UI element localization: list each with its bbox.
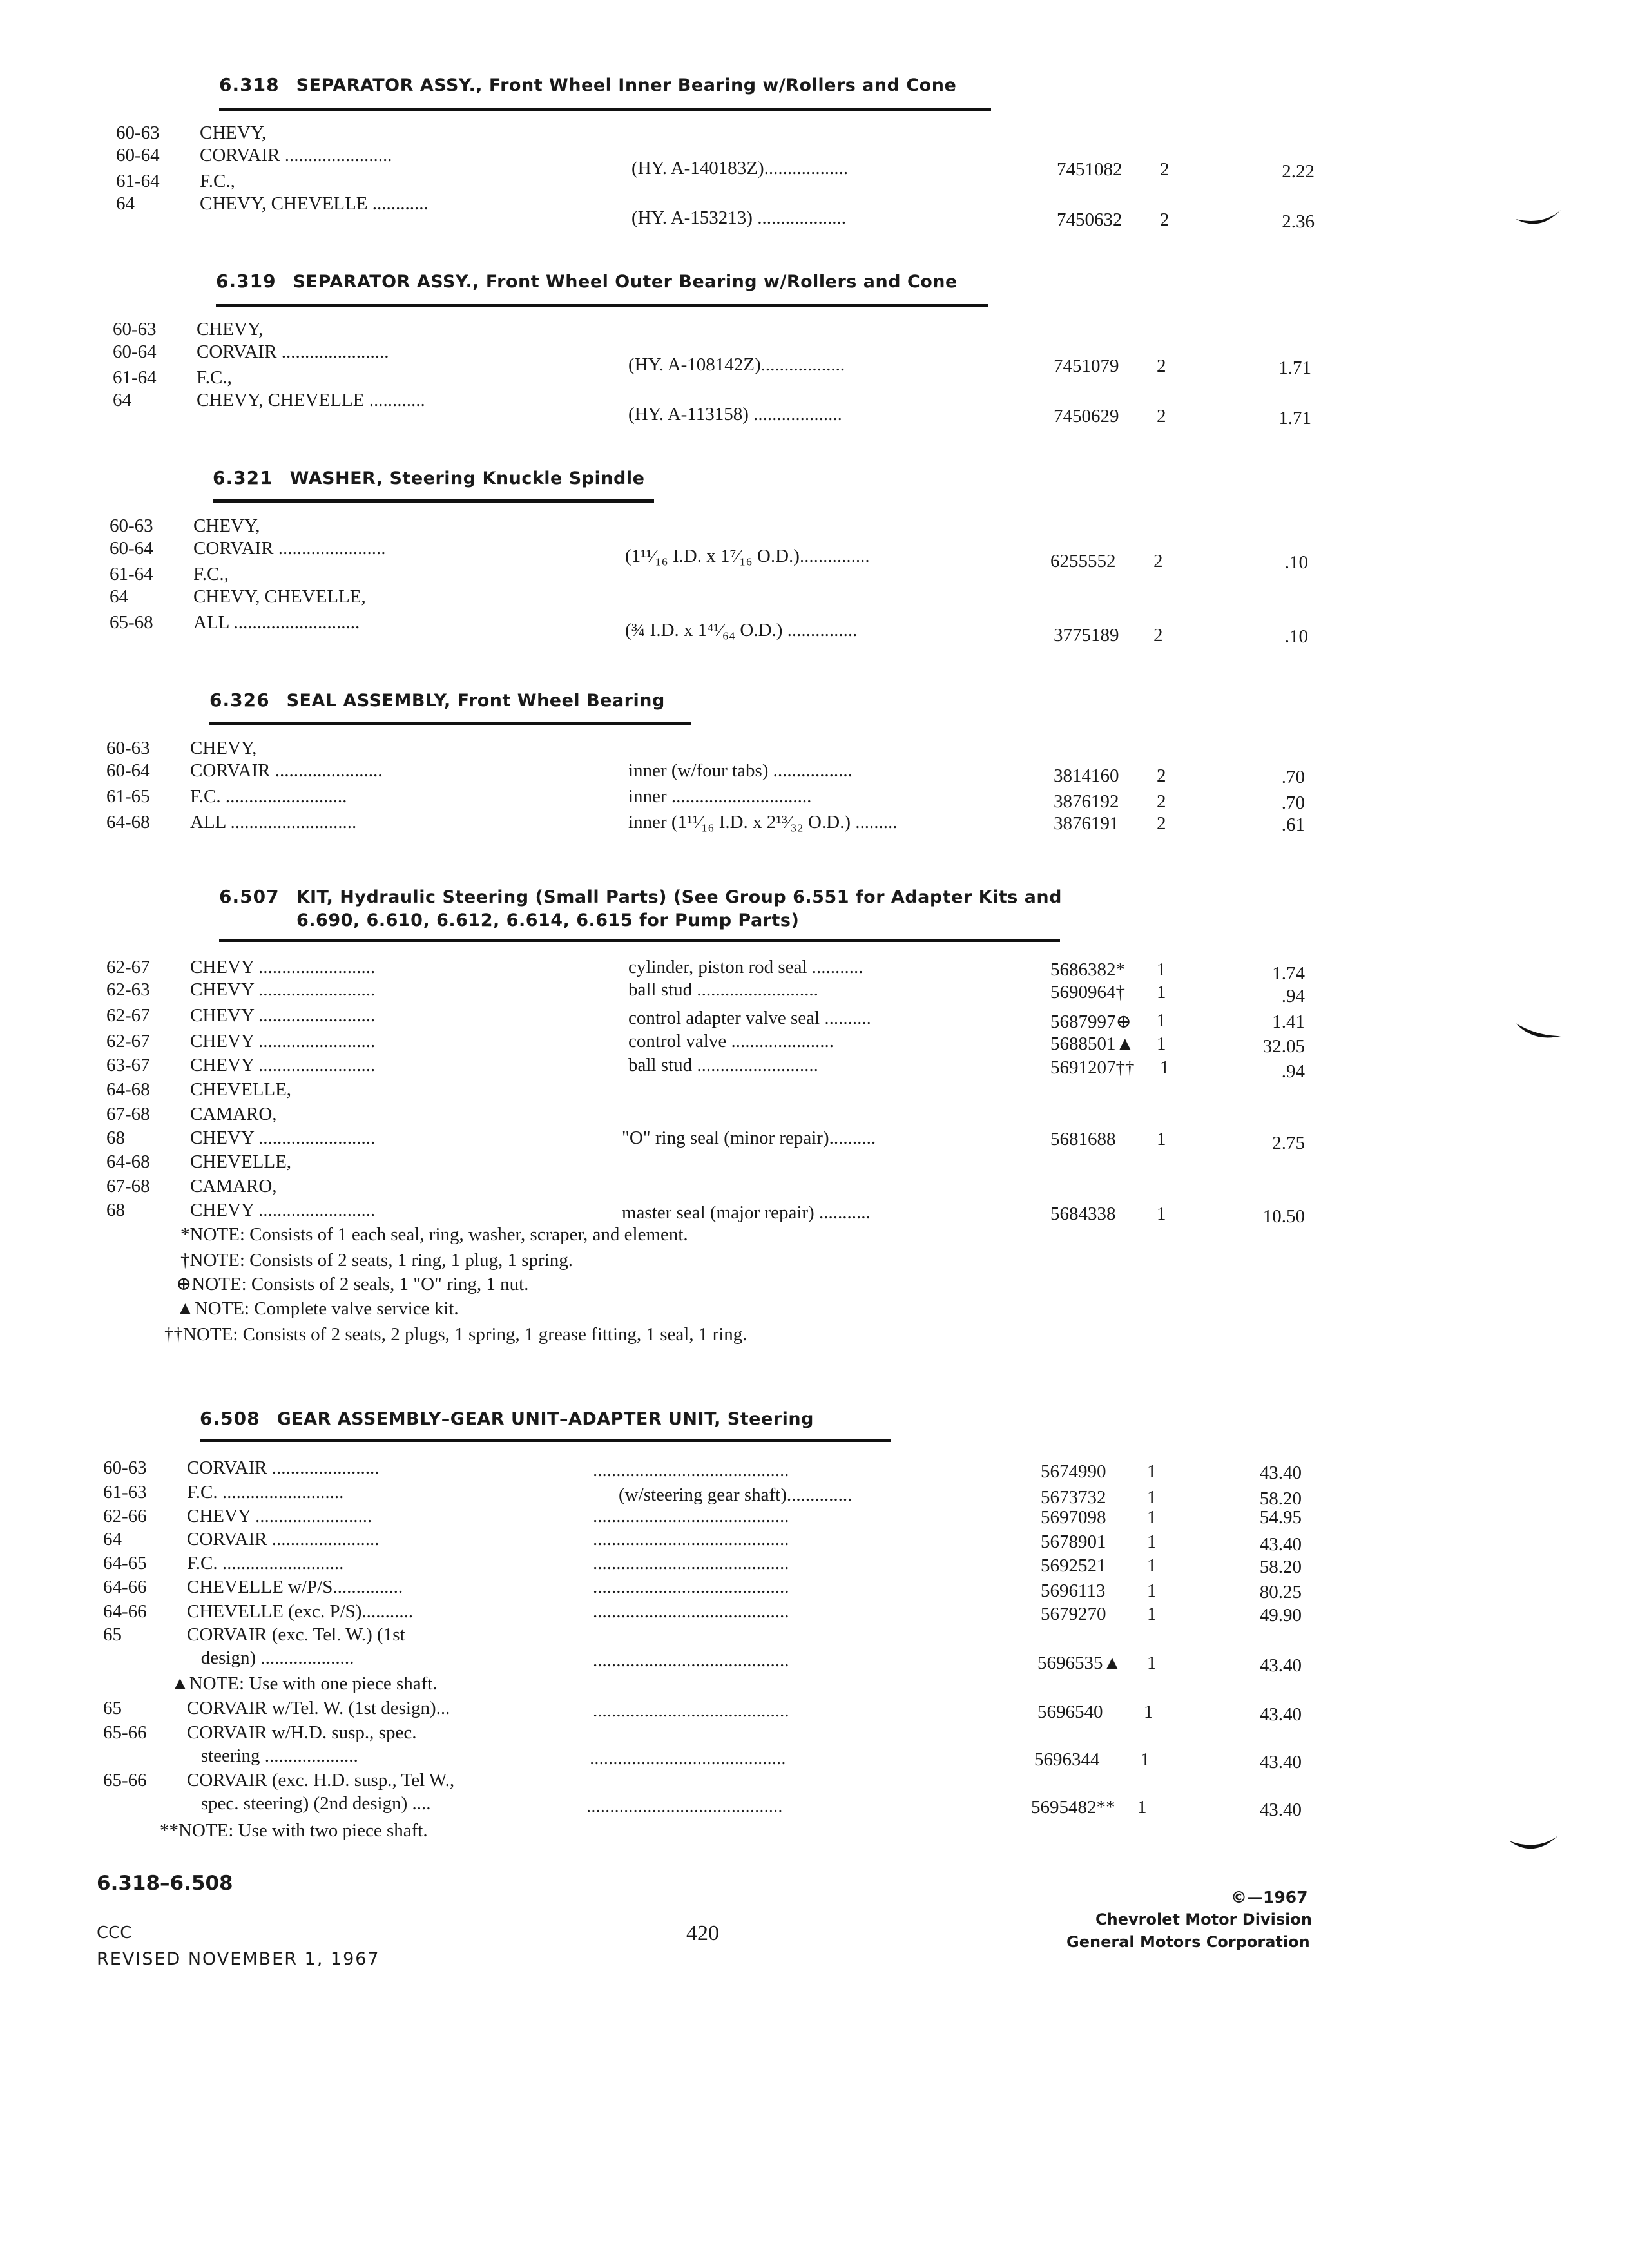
year-cell: 64 — [113, 390, 131, 410]
model-cell: CHEVY, CHEVELLE ............ — [200, 193, 429, 214]
qty-cell: 1 — [1147, 1604, 1157, 1624]
footnote: ▲NOTE: Use with one piece shaft. — [171, 1673, 438, 1694]
model-cell: CHEVY, — [190, 738, 257, 758]
model-cell: CORVAIR ....................... — [200, 145, 392, 166]
qty-cell: 2 — [1157, 813, 1166, 834]
price-cell: 1.71 — [1278, 408, 1311, 428]
part-number: 5696113 — [1041, 1581, 1106, 1601]
year-cell: 64 — [110, 586, 128, 607]
desc-cell: cylinder, piston rod seal ........... — [628, 957, 863, 977]
year-cell: 60-64 — [116, 145, 160, 166]
price-cell: 43.40 — [1259, 1655, 1302, 1676]
desc-cell: (w/steering gear shaft).............. — [619, 1485, 853, 1505]
page-range: 6.318–6.508 — [97, 1872, 233, 1895]
section-6508 — [103, 1408, 1327, 1859]
qty-cell: 1 — [1137, 1797, 1147, 1818]
price-cell: 1.41 — [1272, 1012, 1305, 1032]
section-number: 6.326 — [209, 689, 270, 711]
qty-cell: 1 — [1147, 1532, 1157, 1552]
model-cell: CHEVY ......................... — [187, 1506, 372, 1526]
qty-cell: 1 — [1141, 1749, 1150, 1770]
year-cell: 65-66 — [103, 1770, 147, 1791]
year-cell: 65 — [103, 1698, 122, 1718]
year-cell: 62-67 — [106, 1031, 150, 1052]
price-cell: .94 — [1281, 986, 1305, 1006]
part-number: 5691207†† — [1050, 1057, 1135, 1078]
year-cell: 61-64 — [110, 564, 153, 584]
price-cell: 1.74 — [1272, 963, 1305, 984]
footnote: ††NOTE: Consists of 2 seats, 2 plugs, 1 spring, 1 grease fitting, 1 seal, 1 ring. — [164, 1324, 747, 1345]
page-number: 420 — [686, 1921, 719, 1945]
model-cell: ALL ........................... — [190, 812, 357, 832]
qty-cell: 1 — [1157, 982, 1166, 1003]
desc-cell: (1¹¹⁄₁₆ I.D. x 1⁷⁄₁₆ O.D.)............... — [625, 546, 870, 566]
price-cell: 54.95 — [1259, 1507, 1302, 1528]
part-number: 5674990 — [1041, 1461, 1106, 1482]
year-cell: 62-63 — [106, 979, 150, 1000]
part-number: 5678901 — [1041, 1532, 1106, 1552]
year-cell: 60-63 — [103, 1457, 147, 1478]
part-number: 7450632 — [1057, 209, 1123, 230]
model-cell: CHEVELLE, — [190, 1151, 292, 1172]
footnote: ⊕NOTE: Consists of 2 seals, 1 "O" ring, 1 nut. — [176, 1274, 529, 1294]
model-cell: F.C. .......................... — [187, 1553, 344, 1573]
desc-cell: (HY. A-140183Z).................. — [631, 158, 849, 178]
year-cell: 60-63 — [106, 738, 150, 758]
part-number: 3876192 — [1054, 791, 1119, 812]
model-cell: CORVAIR ....................... — [197, 341, 389, 362]
section-number: 6.508 — [200, 1408, 260, 1429]
heading-underline — [213, 499, 654, 503]
model-cell: CAMARO, — [190, 1176, 277, 1196]
model-cell: CORVAIR (exc. Tel. W.) (1st — [187, 1624, 405, 1645]
part-number: 7451079 — [1054, 356, 1119, 376]
qty-cell: 1 — [1147, 1555, 1157, 1576]
part-number: 5695482** — [1031, 1797, 1115, 1818]
staple-mark-icon — [1508, 1833, 1559, 1859]
price-cell: 43.40 — [1259, 1534, 1302, 1555]
footnote: ▲NOTE: Complete valve service kit. — [176, 1298, 459, 1319]
section-heading — [213, 467, 644, 488]
footnote: **NOTE: Use with two piece shaft. — [160, 1820, 428, 1841]
footnote: †NOTE: Consists of 2 seats, 1 ring, 1 plug, 1 spring. — [180, 1250, 573, 1271]
copyright: ©—1967 — [1231, 1888, 1308, 1907]
section-heading — [219, 74, 956, 95]
year-cell: 64 — [103, 1529, 122, 1550]
year-cell: 64-66 — [103, 1577, 147, 1597]
qty-cell: 1 — [1157, 1204, 1166, 1224]
part-number: 5684338 — [1050, 1204, 1116, 1224]
model-cell: ALL ........................... — [193, 612, 360, 633]
part-number: 7451082 — [1057, 159, 1123, 180]
qty-cell: 2 — [1153, 625, 1163, 646]
price-cell: 58.20 — [1259, 1557, 1302, 1577]
desc-cell: control valve ...................... — [628, 1031, 834, 1052]
heading-underline — [216, 304, 988, 307]
part-number: 5690964† — [1050, 982, 1125, 1003]
section-title: SEPARATOR ASSY., Front Wheel Inner Bearing w/Rollers and Cone — [296, 75, 957, 95]
desc-cell: inner .............................. — [628, 786, 812, 807]
desc-cell: .......................................... — [593, 1577, 789, 1597]
section-heading — [216, 271, 958, 292]
staple-mark-icon — [1514, 1018, 1563, 1047]
year-cell: 60-64 — [113, 341, 157, 362]
year-cell: 60-63 — [116, 122, 160, 143]
price-cell: 2.75 — [1272, 1133, 1305, 1153]
price-cell: 43.40 — [1259, 1704, 1302, 1725]
part-number: 5679270 — [1041, 1604, 1106, 1624]
model-cell: F.C. .......................... — [187, 1482, 344, 1503]
year-cell: 63-67 — [106, 1055, 150, 1075]
section-title-continued: 6.690, 6.610, 6.612, 6.614, 6.615 for Pump Parts) — [296, 910, 800, 930]
model-cell: CHEVELLE (exc. P/S)........... — [187, 1601, 414, 1622]
year-cell: 64-68 — [106, 1079, 150, 1100]
model-cell: CORVAIR ....................... — [187, 1457, 380, 1478]
price-cell: .70 — [1281, 793, 1305, 813]
price-cell: .70 — [1281, 767, 1305, 787]
model-cell: CHEVY ......................... — [190, 1005, 376, 1026]
price-cell: .10 — [1284, 552, 1308, 573]
model-cell: CHEVY ......................... — [190, 1055, 376, 1075]
year-cell: 64-65 — [103, 1553, 147, 1573]
desc-cell: .......................................... — [586, 1796, 783, 1816]
section-6326 — [106, 689, 1331, 850]
model-cell: CHEVY ......................... — [190, 957, 376, 977]
part-number: 5688501▲ — [1050, 1033, 1135, 1054]
division-name: Chevrolet Motor Division — [1095, 1910, 1312, 1928]
model-cell: CORVAIR ....................... — [187, 1529, 380, 1550]
model-cell: CHEVY ......................... — [190, 1200, 376, 1220]
qty-cell: 1 — [1147, 1461, 1157, 1482]
section-6507 — [106, 886, 1331, 1369]
model-cell: F.C., — [197, 367, 232, 388]
price-cell: 32.05 — [1262, 1036, 1305, 1057]
price-cell: 2.36 — [1282, 211, 1315, 232]
section-title: SEAL ASSEMBLY, Front Wheel Bearing — [286, 691, 665, 711]
desc-cell: "O" ring seal (minor repair).......... — [622, 1128, 876, 1148]
price-cell: 43.40 — [1259, 1752, 1302, 1773]
qty-cell: 2 — [1157, 356, 1166, 376]
model-cell: CORVAIR w/Tel. W. (1st design)... — [187, 1698, 450, 1718]
section-number: 6.318 — [219, 74, 280, 95]
model-cell: F.C., — [200, 171, 235, 191]
price-cell: 43.40 — [1259, 1463, 1302, 1483]
model-cell: CHEVELLE, — [190, 1079, 292, 1100]
desc-cell: .......................................... — [593, 1700, 789, 1721]
section-number: 6.319 — [216, 271, 276, 292]
section-6319 — [113, 271, 1337, 432]
price-cell: 10.50 — [1262, 1206, 1305, 1227]
price-cell: 43.40 — [1259, 1800, 1302, 1820]
year-cell: 65-66 — [103, 1722, 147, 1743]
heading-underline — [219, 939, 1060, 942]
qty-cell: 2 — [1153, 551, 1163, 572]
model-cell: design) .................... — [187, 1648, 354, 1668]
part-number: 5696344 — [1034, 1749, 1100, 1770]
model-cell: CHEVY, — [193, 515, 260, 536]
revised-date: REVISED NOVEMBER 1, 1967 — [97, 1949, 380, 1969]
model-cell: CORVAIR w/H.D. susp., spec. — [187, 1722, 417, 1743]
year-cell: 62-67 — [106, 1005, 150, 1026]
model-cell: CHEVY ......................... — [190, 1031, 376, 1052]
price-cell: 2.22 — [1282, 161, 1315, 182]
model-cell: CHEVELLE w/P/S............... — [187, 1577, 403, 1597]
section-heading — [219, 886, 1062, 907]
desc-cell: ball stud .......................... — [628, 1055, 818, 1075]
desc-cell: (HY. A-113158) ................... — [628, 404, 842, 425]
model-cell: CHEVY ......................... — [190, 979, 376, 1000]
model-cell: F.C., — [193, 564, 229, 584]
part-number: 5687997⊕ — [1050, 1012, 1132, 1032]
year-cell: 65-68 — [110, 612, 153, 633]
footnote: *NOTE: Consists of 1 each seal, ring, washer, scraper, and element. — [180, 1224, 688, 1245]
model-cell: steering .................... — [187, 1745, 358, 1766]
desc-cell: .......................................... — [593, 1506, 789, 1526]
part-number: 5696540 — [1037, 1702, 1103, 1722]
year-cell: 61-64 — [113, 367, 157, 388]
year-cell: 64-66 — [103, 1601, 147, 1622]
qty-cell: 1 — [1147, 1507, 1157, 1528]
year-cell: 62-66 — [103, 1506, 147, 1526]
part-number: 5681688 — [1050, 1129, 1116, 1149]
heading-underline — [219, 108, 991, 111]
year-cell: 61-65 — [106, 786, 150, 807]
year-cell: 61-64 — [116, 171, 160, 191]
desc-cell: inner (w/four tabs) ................. — [628, 760, 853, 781]
price-cell: .61 — [1281, 814, 1305, 835]
section-title: SEPARATOR ASSY., Front Wheel Outer Bearing w/Rollers and Cone — [293, 272, 958, 292]
part-number: 5692521 — [1041, 1555, 1106, 1576]
desc-cell: .......................................... — [593, 1553, 789, 1573]
year-cell: 64-68 — [106, 812, 150, 832]
price-cell: 1.71 — [1278, 358, 1311, 378]
part-number: 5697098 — [1041, 1507, 1106, 1528]
model-cell: CHEVY, CHEVELLE, — [193, 586, 366, 607]
part-number: 5686382* — [1050, 959, 1125, 980]
qty-cell: 1 — [1144, 1702, 1153, 1722]
desc-cell: ball stud .......................... — [628, 979, 818, 1000]
part-number: 7450629 — [1054, 406, 1119, 427]
model-cell: CORVAIR ....................... — [190, 760, 383, 781]
ccc-label: CCC — [97, 1923, 132, 1943]
section-title: WASHER, Steering Knuckle Spindle — [289, 468, 645, 488]
model-cell: CORVAIR ....................... — [193, 538, 386, 559]
staple-mark-icon — [1514, 206, 1563, 232]
price-cell: .10 — [1284, 626, 1308, 647]
qty-cell: 2 — [1160, 159, 1170, 180]
desc-cell: (HY. A-108142Z).................. — [628, 354, 845, 375]
year-cell: 60-63 — [113, 319, 157, 340]
model-cell: spec. steering) (2nd design) .... — [187, 1793, 431, 1814]
price-cell: .94 — [1281, 1061, 1305, 1082]
heading-underline — [209, 722, 691, 725]
model-cell: CAMARO, — [190, 1104, 277, 1124]
price-cell: 58.20 — [1259, 1488, 1302, 1509]
model-cell: CORVAIR (exc. H.D. susp., Tel W., — [187, 1770, 455, 1791]
section-number: 6.507 — [219, 886, 280, 907]
year-cell: 60-64 — [110, 538, 153, 559]
qty-cell: 2 — [1157, 791, 1166, 812]
model-cell: CHEVY, CHEVELLE ............ — [197, 390, 425, 410]
desc-cell: master seal (major repair) ........... — [622, 1202, 871, 1223]
year-cell: 68 — [106, 1128, 125, 1148]
section-heading — [200, 1408, 814, 1429]
section-heading-line2 — [296, 909, 799, 930]
section-title: GEAR ASSEMBLY–GEAR UNIT–ADAPTER UNIT, Steering — [276, 1409, 814, 1429]
part-number: 5673732 — [1041, 1487, 1106, 1508]
year-cell: 60-63 — [110, 515, 153, 536]
model-cell: CHEVY, — [197, 319, 264, 340]
desc-cell: inner (1¹¹⁄₁₆ I.D. x 2¹³⁄₃₂ O.D.) ......... — [628, 812, 898, 832]
qty-cell: 1 — [1160, 1057, 1170, 1078]
desc-cell: (HY. A-153213) ................... — [631, 207, 846, 228]
qty-cell: 2 — [1157, 765, 1166, 786]
qty-cell: 1 — [1147, 1487, 1157, 1508]
desc-cell: .......................................... — [593, 1460, 789, 1481]
desc-cell: .......................................... — [593, 1650, 789, 1671]
part-number: 3876191 — [1054, 813, 1119, 834]
part-number: 6255552 — [1050, 551, 1116, 572]
section-6318 — [116, 74, 1340, 235]
qty-cell: 2 — [1160, 209, 1170, 230]
qty-cell: 2 — [1157, 406, 1166, 427]
part-number: 3775189 — [1054, 625, 1119, 646]
qty-cell: 1 — [1147, 1581, 1157, 1601]
qty-cell: 1 — [1147, 1653, 1157, 1673]
qty-cell: 1 — [1157, 1010, 1166, 1031]
qty-cell: 1 — [1157, 1129, 1166, 1149]
model-cell: CHEVY ......................... — [190, 1128, 376, 1148]
section-title: KIT, Hydraulic Steering (Small Parts) (See Group 6.551 for Adapter Kits and — [296, 887, 1062, 907]
year-cell: 67-68 — [106, 1104, 150, 1124]
year-cell: 60-64 — [106, 760, 150, 781]
corporation-name: General Motors Corporation — [1066, 1933, 1310, 1951]
qty-cell: 1 — [1157, 959, 1166, 980]
year-cell: 67-68 — [106, 1176, 150, 1196]
heading-underline — [200, 1439, 891, 1442]
part-number: 3814160 — [1054, 765, 1119, 786]
qty-cell: 1 — [1157, 1033, 1166, 1054]
year-cell: 68 — [106, 1200, 125, 1220]
part-number: 5696535▲ — [1037, 1653, 1122, 1673]
desc-cell: .......................................... — [590, 1748, 786, 1769]
desc-cell: .......................................... — [593, 1601, 789, 1622]
model-cell: F.C. .......................... — [190, 786, 347, 807]
year-cell: 64 — [116, 193, 135, 214]
price-cell: 80.25 — [1259, 1582, 1302, 1602]
desc-cell: control adapter valve seal .......... — [628, 1008, 871, 1028]
year-cell: 64-68 — [106, 1151, 150, 1172]
year-cell: 62-67 — [106, 957, 150, 977]
model-cell: CHEVY, — [200, 122, 267, 143]
section-6321 — [110, 467, 1334, 660]
price-cell: 49.90 — [1259, 1605, 1302, 1626]
section-heading — [209, 689, 665, 711]
year-cell: 61-63 — [103, 1482, 147, 1503]
year-cell: 65 — [103, 1624, 122, 1645]
desc-cell: .......................................... — [593, 1529, 789, 1550]
section-number: 6.321 — [213, 467, 273, 488]
desc-cell: (¾ I.D. x 1⁴¹⁄₆₄ O.D.) ............... — [625, 620, 858, 640]
